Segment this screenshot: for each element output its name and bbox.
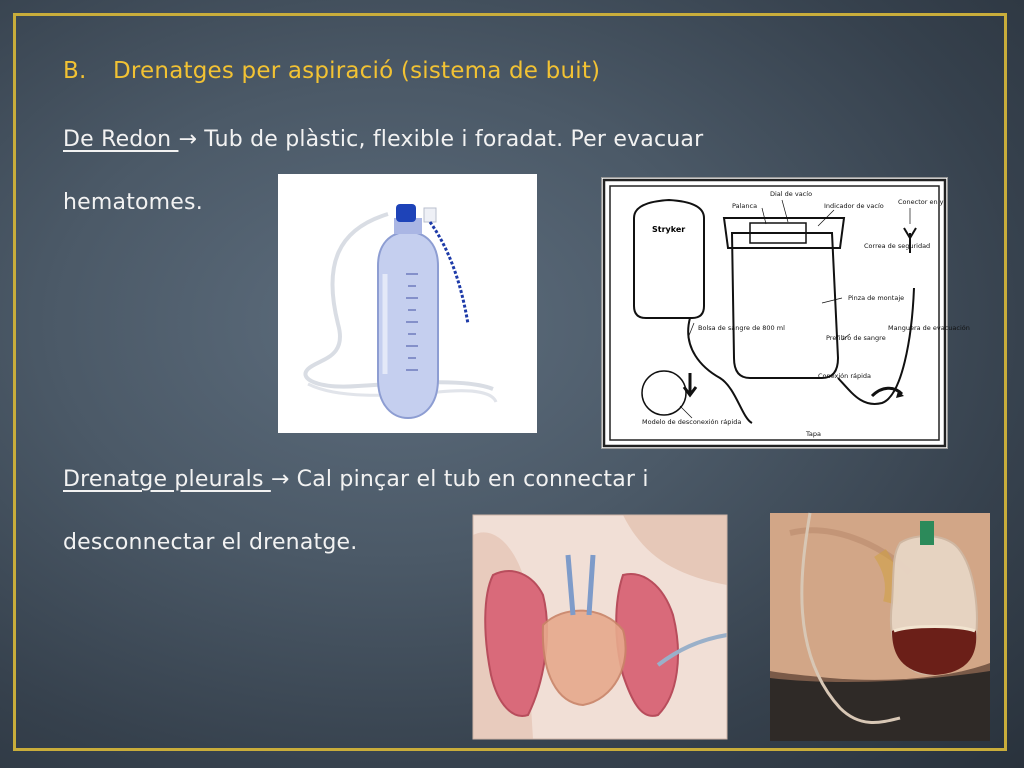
arrow-icon: → <box>270 467 290 492</box>
pleural-description: Cal pinçar el tub en connectar i <box>289 467 649 492</box>
redon-description: Tub de plàstic, flexible i foradat. Per evacuar <box>197 127 704 152</box>
label-conexion: Conexión rápida <box>818 372 872 380</box>
pleural-anatomy-illustration <box>473 515 727 739</box>
label-pinza: Pinza de montaje <box>848 294 905 302</box>
label-palanca: Palanca <box>732 202 758 210</box>
label-conector: Conector en y <box>898 198 944 206</box>
label-manguera: Manguera de evacuación <box>888 324 970 332</box>
redon-line-1 <box>63 127 703 152</box>
label-modelo: Modelo de desconexión rápida <box>642 418 742 426</box>
redon-line-2: hematomes. <box>63 190 203 215</box>
heading-marker: B. <box>63 58 87 84</box>
label-tapa: Tapa <box>806 430 821 438</box>
redon-term: De Redon <box>63 127 179 152</box>
label-correa: Correa de seguridad <box>864 242 931 250</box>
label-indicador: Indicador de vacío <box>824 202 884 210</box>
heading-text: Drenatges per aspiració (sistema de buit) <box>113 58 601 84</box>
pleural-term: Drenatge pleurals <box>63 467 271 492</box>
pleural-drainage-photo <box>770 513 990 741</box>
label-bolsa: Bolsa de sangre de 800 ml <box>698 324 785 332</box>
redon-bottle-photo <box>278 174 537 433</box>
label-prefiltro: Prefiltro de sangre <box>826 334 886 342</box>
pleural-line-2: desconnectar el drenatge. <box>63 530 358 555</box>
svg-text:Stryker: Stryker <box>652 225 686 234</box>
label-dial: Dial de vacío <box>770 190 813 198</box>
redon-system-diagram <box>601 177 970 449</box>
arrow-icon: → <box>178 127 198 152</box>
slide-heading <box>63 58 600 84</box>
pleural-line-1 <box>63 467 649 492</box>
